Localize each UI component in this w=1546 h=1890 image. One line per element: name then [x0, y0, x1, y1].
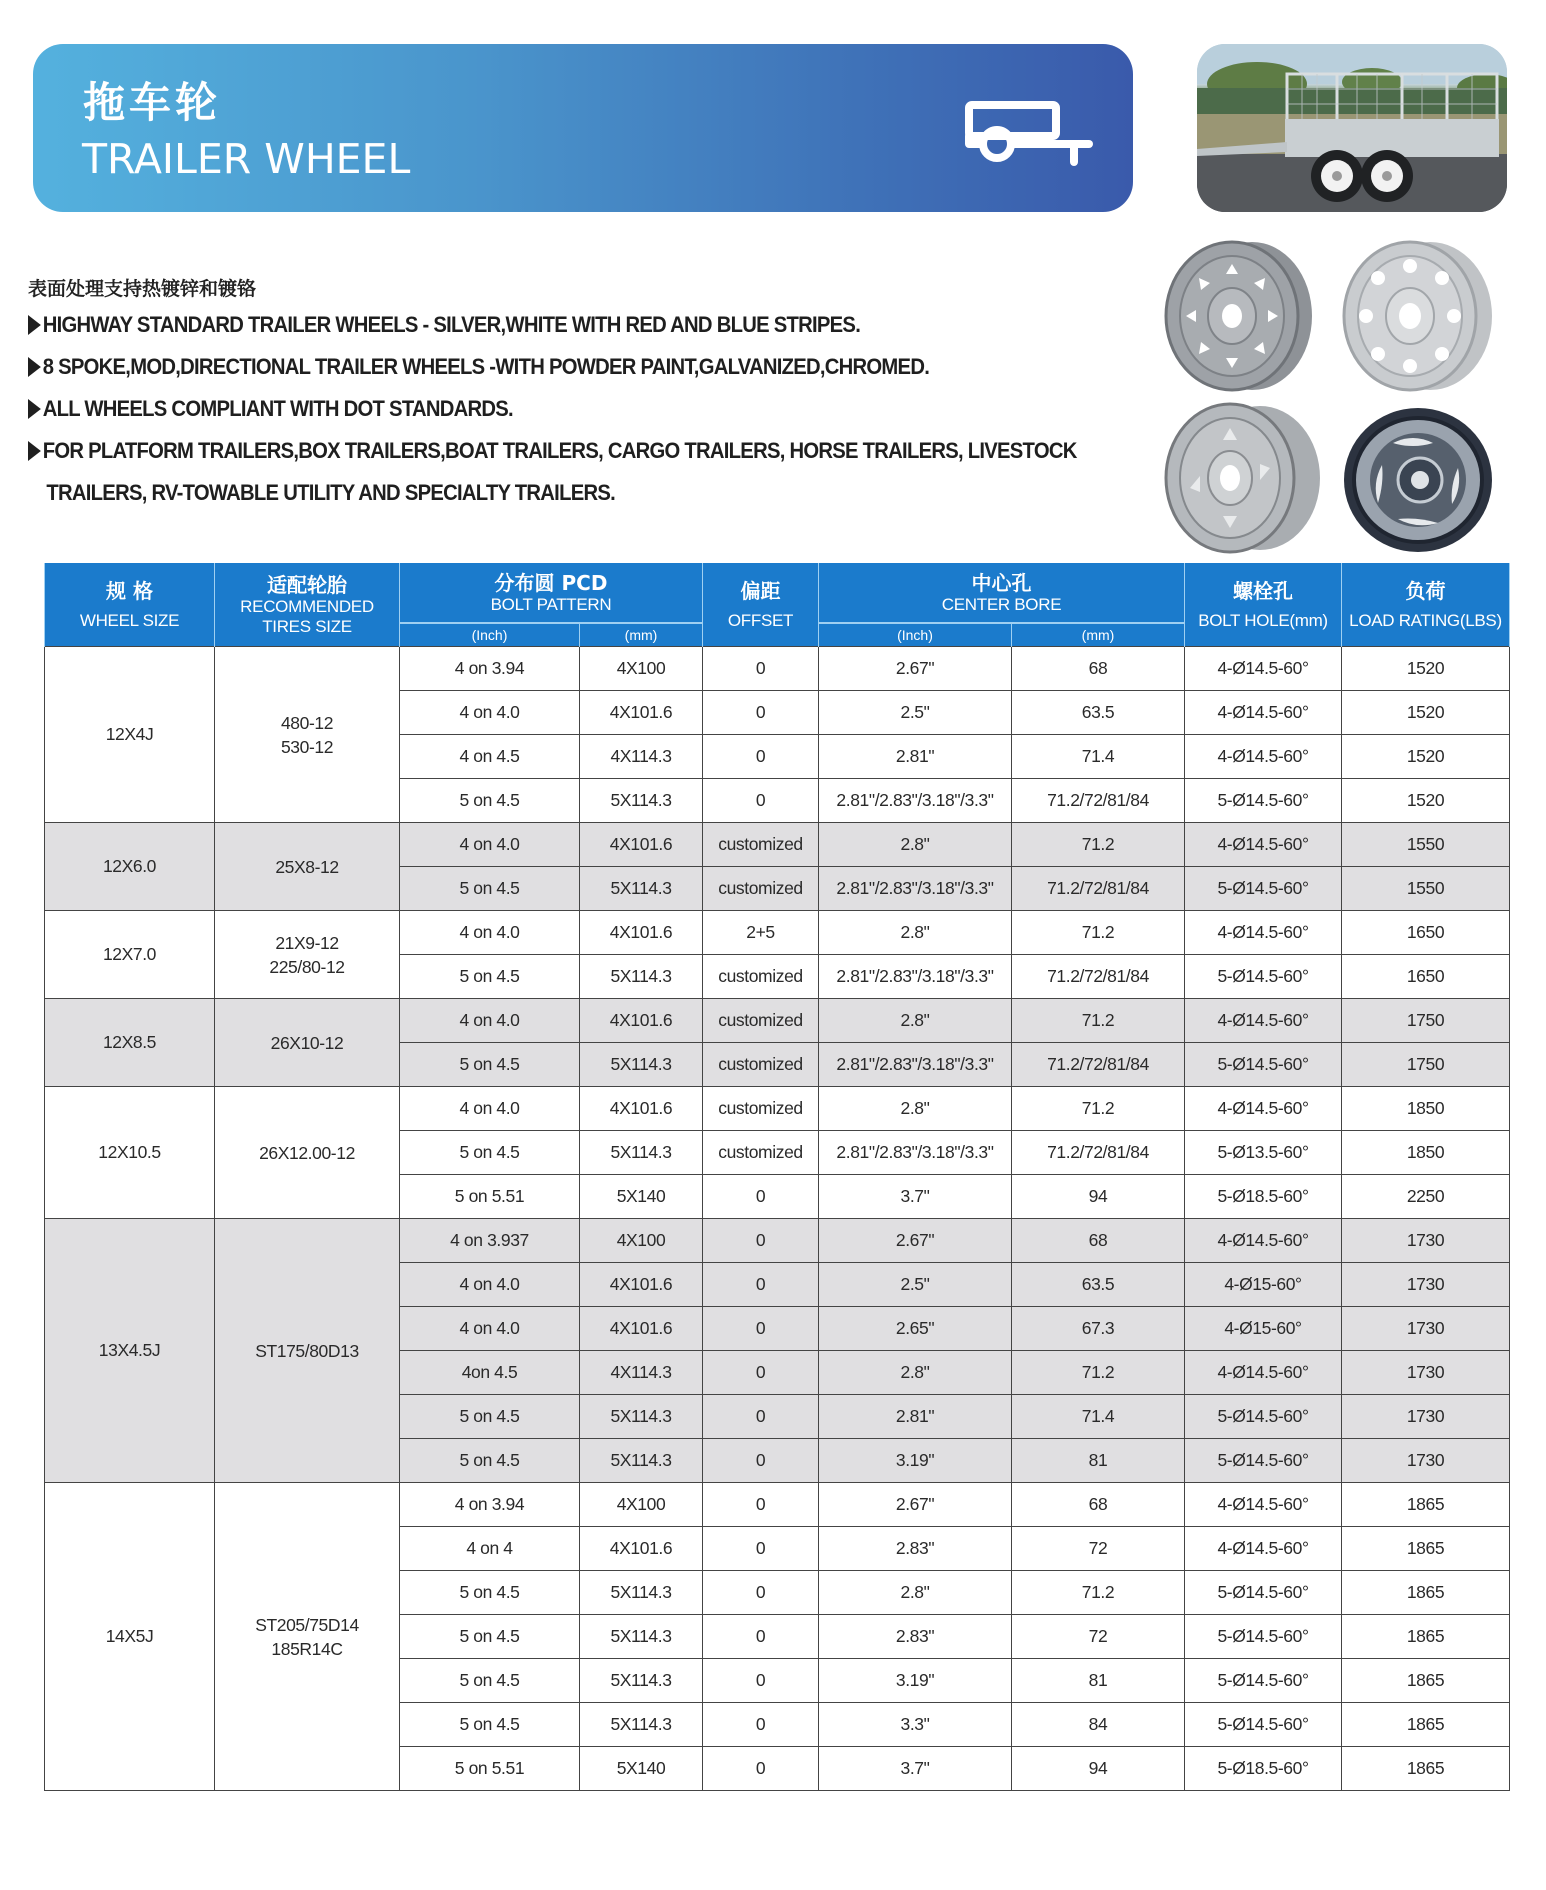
center-bore-inch-cell: 3.3" — [819, 1703, 1012, 1747]
center-bore-inch-cell: 2.8" — [819, 1351, 1012, 1395]
header-cn: 螺栓孔 — [1233, 578, 1293, 603]
bolt-hole-cell: 4-Ø14.5-60° — [1185, 1351, 1342, 1395]
load-rating-cell: 1520 — [1342, 735, 1510, 779]
header-pcd-mm: (mm) — [580, 623, 703, 647]
offset-cell: 0 — [703, 1263, 819, 1307]
header-recommended-tires — [215, 563, 400, 647]
offset-cell: 0 — [703, 1747, 819, 1791]
center-bore-inch-cell: 2.83" — [819, 1615, 1012, 1659]
tire-size: ST205/75D14 — [255, 1614, 359, 1635]
offset-cell: customized — [703, 1087, 819, 1131]
load-rating-cell: 1850 — [1342, 1087, 1510, 1131]
pcd-inch-cell: 5 on 5.51 — [400, 1747, 580, 1791]
center-bore-inch-cell: 2.81"/2.83"/3.18"/3.3" — [819, 779, 1012, 823]
header-cb-mm: (mm) — [1012, 623, 1185, 647]
center-bore-inch-cell: 2.81"/2.83"/3.18"/3.3" — [819, 1043, 1012, 1087]
header-cn: 规 格 — [106, 578, 153, 603]
offset-cell: customized — [703, 1131, 819, 1175]
title-banner — [33, 44, 1133, 212]
load-rating-cell: 1730 — [1342, 1219, 1510, 1263]
pcd-inch-cell: 4on 4.5 — [400, 1351, 580, 1395]
bolt-hole-cell: 5-Ø14.5-60° — [1185, 1571, 1342, 1615]
bullet-triangle-icon — [28, 315, 41, 335]
center-bore-mm-cell: 71.4 — [1012, 1395, 1185, 1439]
offset-cell: 0 — [703, 1395, 819, 1439]
center-bore-mm-cell: 71.2 — [1012, 1087, 1185, 1131]
load-rating-cell: 1650 — [1342, 955, 1510, 999]
tire-size: 480-12 — [280, 712, 334, 733]
center-bore-mm-cell: 71.2/72/81/84 — [1012, 955, 1185, 999]
center-bore-inch-cell: 2.81"/2.83"/3.18"/3.3" — [819, 955, 1012, 999]
bolt-hole-cell: 5-Ø14.5-60° — [1185, 955, 1342, 999]
feature-item — [28, 346, 1058, 388]
tire-size: 530-12 — [280, 736, 334, 757]
center-bore-inch-cell: 2.65" — [819, 1307, 1012, 1351]
pcd-mm-cell: 5X114.3 — [580, 1439, 703, 1483]
center-bore-mm-cell: 71.4 — [1012, 735, 1185, 779]
header-cn: 中心孔 — [971, 570, 1032, 595]
load-rating-cell: 1730 — [1342, 1263, 1510, 1307]
load-rating-cell: 1730 — [1342, 1307, 1510, 1351]
silver-mod-wheel-image — [1338, 236, 1498, 396]
bolt-hole-cell: 5-Ø14.5-60° — [1185, 1439, 1342, 1483]
load-rating-cell: 1750 — [1342, 999, 1510, 1043]
load-rating-cell: 2250 — [1342, 1175, 1510, 1219]
table-row — [45, 1087, 1510, 1131]
recommended-tires-cell — [215, 823, 400, 911]
load-rating-cell: 1520 — [1342, 779, 1510, 823]
center-bore-inch-cell: 3.7" — [819, 1747, 1012, 1791]
banner-title-en: TRAILER WHEEL — [82, 135, 411, 183]
table-row — [45, 1219, 1510, 1263]
bolt-hole-cell: 4-Ø14.5-60° — [1185, 823, 1342, 867]
center-bore-inch-cell: 2.8" — [819, 999, 1012, 1043]
recommended-tires-cell — [215, 911, 400, 999]
banner-title-cn: 拖车轮 — [83, 78, 222, 127]
pcd-mm-cell: 5X114.3 — [580, 779, 703, 823]
recommended-tires-cell — [215, 999, 400, 1087]
bolt-hole-cell: 4-Ø14.5-60° — [1185, 911, 1342, 955]
header-cn: 偏距 — [740, 578, 781, 603]
pcd-inch-cell: 5 on 4.5 — [400, 1703, 580, 1747]
load-rating-cell: 1865 — [1342, 1659, 1510, 1703]
bolt-hole-cell: 4-Ø14.5-60° — [1185, 691, 1342, 735]
header-cb-inch: (Inch) — [819, 623, 1012, 647]
load-rating-cell: 1730 — [1342, 1439, 1510, 1483]
tire-size: 21X9-12 — [275, 932, 339, 953]
load-rating-cell: 1865 — [1342, 1615, 1510, 1659]
trailer-photo-illustration — [1197, 44, 1507, 212]
pcd-mm-cell: 5X114.3 — [580, 955, 703, 999]
wheel-icon — [1160, 236, 1320, 396]
pcd-inch-cell: 5 on 4.5 — [400, 1131, 580, 1175]
tire-size: 25X8-12 — [275, 856, 339, 877]
pcd-inch-cell: 4 on 3.94 — [400, 1483, 580, 1527]
center-bore-inch-cell: 3.7" — [819, 1175, 1012, 1219]
galvanized-spoke-wheel-image — [1160, 398, 1320, 558]
tire-size: 185R14C — [271, 1638, 343, 1659]
bullet-triangle-icon — [28, 399, 41, 419]
pcd-mm-cell: 5X140 — [580, 1175, 703, 1219]
offset-cell: customized — [703, 823, 819, 867]
center-bore-mm-cell: 71.2 — [1012, 1351, 1185, 1395]
offset-cell: 0 — [703, 647, 819, 691]
table-row — [45, 911, 1510, 955]
pcd-inch-cell: 4 on 4.0 — [400, 823, 580, 867]
pcd-mm-cell: 4X101.6 — [580, 911, 703, 955]
wheel-icon — [1160, 398, 1320, 558]
pcd-mm-cell: 5X114.3 — [580, 1395, 703, 1439]
header-en: WHEEL SIZE — [79, 610, 180, 630]
pcd-mm-cell: 4X101.6 — [580, 691, 703, 735]
pcd-mm-cell: 4X101.6 — [580, 1527, 703, 1571]
pcd-inch-cell: 5 on 4.5 — [400, 867, 580, 911]
surface-treatment-note: 表面处理支持热镀锌和镀铬 — [28, 278, 257, 300]
pcd-inch-cell: 4 on 4.0 — [400, 1307, 580, 1351]
center-bore-inch-cell: 2.8" — [819, 1571, 1012, 1615]
pcd-inch-cell: 5 on 4.5 — [400, 1043, 580, 1087]
header-load-rating — [1342, 563, 1510, 647]
center-bore-mm-cell: 68 — [1012, 647, 1185, 691]
center-bore-inch-cell: 2.67" — [819, 1483, 1012, 1527]
offset-cell: 0 — [703, 1439, 819, 1483]
offset-cell: 0 — [703, 735, 819, 779]
bolt-hole-cell: 5-Ø18.5-60° — [1185, 1747, 1342, 1791]
bolt-hole-cell: 5-Ø14.5-60° — [1185, 1043, 1342, 1087]
center-bore-mm-cell: 71.2 — [1012, 911, 1185, 955]
center-bore-mm-cell: 68 — [1012, 1483, 1185, 1527]
pcd-mm-cell: 4X100 — [580, 1483, 703, 1527]
pcd-mm-cell: 4X101.6 — [580, 999, 703, 1043]
pcd-inch-cell: 4 on 4.5 — [400, 735, 580, 779]
pcd-mm-cell: 5X140 — [580, 1747, 703, 1791]
pcd-inch-cell: 4 on 4.0 — [400, 1087, 580, 1131]
header-en: RECOMMENDED — [240, 596, 374, 616]
center-bore-mm-cell: 63.5 — [1012, 691, 1185, 735]
table-row — [45, 999, 1510, 1043]
offset-cell: 0 — [703, 1615, 819, 1659]
header-en: BOLT HOLE(mm) — [1198, 610, 1328, 630]
center-bore-mm-cell: 71.2/72/81/84 — [1012, 779, 1185, 823]
bolt-hole-cell: 5-Ø14.5-60° — [1185, 1395, 1342, 1439]
offset-cell: 0 — [703, 1483, 819, 1527]
header-cn: 适配轮胎 — [267, 572, 347, 597]
pcd-inch-cell: 4 on 4.0 — [400, 911, 580, 955]
load-rating-cell: 1865 — [1342, 1747, 1510, 1791]
feature-item — [28, 388, 1058, 430]
wheel-size-cell: 12X6.0 — [45, 823, 215, 911]
center-bore-inch-cell: 3.19" — [819, 1659, 1012, 1703]
bolt-hole-cell: 5-Ø14.5-60° — [1185, 1703, 1342, 1747]
bolt-hole-cell: 4-Ø14.5-60° — [1185, 647, 1342, 691]
feature-text: FOR PLATFORM TRAILERS,BOX TRAILERS,BOAT TRAILERS, CARGO TRAILERS, HORSE TRAILERS, LIVESTOCK — [42, 438, 1077, 463]
feature-item — [28, 304, 1058, 346]
load-rating-cell: 1730 — [1342, 1395, 1510, 1439]
center-bore-mm-cell: 81 — [1012, 1439, 1185, 1483]
bolt-hole-cell: 5-Ø14.5-60° — [1185, 867, 1342, 911]
chromed-directional-wheel-image — [1338, 398, 1498, 558]
header-bolt-hole — [1185, 563, 1342, 647]
bolt-hole-cell: 4-Ø14.5-60° — [1185, 999, 1342, 1043]
tire-size: 26X12.00-12 — [259, 1142, 355, 1163]
bolt-hole-cell: 5-Ø14.5-60° — [1185, 779, 1342, 823]
recommended-tires-cell — [215, 647, 400, 823]
pcd-mm-cell: 5X114.3 — [580, 1615, 703, 1659]
pcd-inch-cell: 5 on 4.5 — [400, 1439, 580, 1483]
header-en: OFFSET — [727, 610, 794, 630]
pcd-inch-cell: 4 on 4.0 — [400, 691, 580, 735]
offset-cell: 0 — [703, 1219, 819, 1263]
bolt-hole-cell: 4-Ø15-60° — [1185, 1263, 1342, 1307]
feature-text: ALL WHEELS COMPLIANT WITH DOT STANDARDS. — [42, 396, 513, 421]
pcd-inch-cell: 5 on 4.5 — [400, 1395, 580, 1439]
center-bore-inch-cell: 2.83" — [819, 1527, 1012, 1571]
wheel-size-cell: 14X5J — [45, 1483, 215, 1791]
pcd-mm-cell: 4X100 — [580, 647, 703, 691]
silver-8-spoke-wheel-image — [1160, 236, 1320, 396]
center-bore-mm-cell: 94 — [1012, 1175, 1185, 1219]
header-en: BOLT PATTERN — [490, 594, 612, 614]
tire-size: 26X10-12 — [270, 1032, 344, 1053]
bullet-triangle-icon — [28, 441, 41, 461]
pcd-inch-cell: 5 on 4.5 — [400, 1571, 580, 1615]
pcd-inch-cell: 4 on 3.94 — [400, 647, 580, 691]
feature-item-continuation: TRAILERS, RV-TOWABLE UTILITY AND SPECIALTY TRAILERS. — [46, 480, 616, 505]
bolt-hole-cell: 4-Ø14.5-60° — [1185, 1219, 1342, 1263]
pcd-inch-cell: 4 on 4 — [400, 1527, 580, 1571]
header-bolt-pattern — [400, 563, 703, 623]
wheel-icon — [1338, 398, 1498, 558]
header-center-bore — [819, 563, 1185, 623]
center-bore-mm-cell: 72 — [1012, 1527, 1185, 1571]
pcd-inch-cell: 5 on 4.5 — [400, 955, 580, 999]
header-pcd-inch: (Inch) — [400, 623, 580, 647]
bolt-hole-cell: 5-Ø14.5-60° — [1185, 1659, 1342, 1703]
offset-cell: 0 — [703, 1175, 819, 1219]
center-bore-inch-cell: 2.81"/2.83"/3.18"/3.3" — [819, 867, 1012, 911]
feature-item — [28, 430, 1077, 472]
pcd-mm-cell: 4X101.6 — [580, 823, 703, 867]
load-rating-cell: 1865 — [1342, 1571, 1510, 1615]
pcd-inch-cell: 5 on 4.5 — [400, 779, 580, 823]
center-bore-mm-cell: 81 — [1012, 1659, 1185, 1703]
pcd-mm-cell: 4X101.6 — [580, 1087, 703, 1131]
center-bore-mm-cell: 94 — [1012, 1747, 1185, 1791]
wheel-size-cell: 12X7.0 — [45, 911, 215, 999]
header-en: TIRES SIZE — [262, 616, 352, 636]
center-bore-inch-cell: 2.5" — [819, 1263, 1012, 1307]
pcd-mm-cell: 5X114.3 — [580, 1043, 703, 1087]
bullet-triangle-icon — [28, 357, 41, 377]
pcd-mm-cell: 4X114.3 — [580, 735, 703, 779]
pcd-inch-cell: 4 on 4.0 — [400, 1263, 580, 1307]
offset-cell: 0 — [703, 1527, 819, 1571]
offset-cell: customized — [703, 955, 819, 999]
offset-cell: 0 — [703, 779, 819, 823]
wheel-size-cell: 12X4J — [45, 647, 215, 823]
center-bore-mm-cell: 71.2 — [1012, 823, 1185, 867]
load-rating-cell: 1520 — [1342, 691, 1510, 735]
header-wheel-size — [45, 563, 215, 647]
center-bore-inch-cell: 2.81" — [819, 1395, 1012, 1439]
wheel-size-cell: 12X10.5 — [45, 1087, 215, 1219]
offset-cell: 0 — [703, 691, 819, 735]
bolt-hole-cell: 4-Ø14.5-60° — [1185, 1527, 1342, 1571]
tire-size: 225/80-12 — [269, 956, 345, 977]
load-rating-cell: 1865 — [1342, 1703, 1510, 1747]
center-bore-mm-cell: 84 — [1012, 1703, 1185, 1747]
load-rating-cell: 1865 — [1342, 1527, 1510, 1571]
center-bore-inch-cell: 2.8" — [819, 911, 1012, 955]
header-cn: 分布圆 PCD — [494, 570, 608, 595]
header-cn: 负荷 — [1405, 578, 1446, 603]
wheel-size-cell: 12X8.5 — [45, 999, 215, 1087]
pcd-mm-cell: 5X114.3 — [580, 1659, 703, 1703]
pcd-inch-cell: 5 on 4.5 — [400, 1659, 580, 1703]
center-bore-mm-cell: 67.3 — [1012, 1307, 1185, 1351]
table-row — [45, 647, 1510, 691]
pcd-mm-cell: 4X100 — [580, 1219, 703, 1263]
center-bore-inch-cell: 2.67" — [819, 1219, 1012, 1263]
load-rating-cell: 1850 — [1342, 1131, 1510, 1175]
spec-table-body — [45, 647, 1510, 1791]
wheel-spec-table — [44, 563, 1510, 1791]
offset-cell: 2+5 — [703, 911, 819, 955]
header-en: CENTER BORE — [941, 594, 1062, 614]
offset-cell: customized — [703, 867, 819, 911]
trailer-photo — [1197, 44, 1507, 212]
center-bore-mm-cell: 71.2/72/81/84 — [1012, 1043, 1185, 1087]
offset-cell: 0 — [703, 1703, 819, 1747]
offset-cell: 0 — [703, 1307, 819, 1351]
center-bore-inch-cell: 3.19" — [819, 1439, 1012, 1483]
pcd-inch-cell: 5 on 4.5 — [400, 1615, 580, 1659]
recommended-tires-cell — [215, 1483, 400, 1791]
pcd-mm-cell: 5X114.3 — [580, 1131, 703, 1175]
center-bore-mm-cell: 71.2 — [1012, 999, 1185, 1043]
load-rating-cell: 1550 — [1342, 823, 1510, 867]
pcd-mm-cell: 5X114.3 — [580, 867, 703, 911]
bolt-hole-cell: 4-Ø14.5-60° — [1185, 735, 1342, 779]
load-rating-cell: 1650 — [1342, 911, 1510, 955]
pcd-mm-cell: 4X101.6 — [580, 1307, 703, 1351]
feature-text: HIGHWAY STANDARD TRAILER WHEELS - SILVER,WHITE WITH RED AND BLUE STRIPES. — [42, 312, 861, 337]
load-rating-cell: 1730 — [1342, 1351, 1510, 1395]
offset-cell: 0 — [703, 1351, 819, 1395]
center-bore-mm-cell: 71.2/72/81/84 — [1012, 1131, 1185, 1175]
pcd-inch-cell: 4 on 4.0 — [400, 999, 580, 1043]
bolt-hole-cell: 4-Ø14.5-60° — [1185, 1483, 1342, 1527]
feature-text: 8 SPOKE,MOD,DIRECTIONAL TRAILER WHEELS -WITH POWDER PAINT,GALVANIZED,CHROMED. — [42, 354, 930, 379]
center-bore-mm-cell: 71.2/72/81/84 — [1012, 867, 1185, 911]
header-offset — [703, 563, 819, 647]
load-rating-cell: 1550 — [1342, 867, 1510, 911]
bolt-hole-cell: 5-Ø14.5-60° — [1185, 1615, 1342, 1659]
bolt-hole-cell: 4-Ø15-60° — [1185, 1307, 1342, 1351]
bolt-hole-cell: 5-Ø13.5-60° — [1185, 1131, 1342, 1175]
center-bore-mm-cell: 68 — [1012, 1219, 1185, 1263]
center-bore-inch-cell: 2.8" — [819, 1087, 1012, 1131]
recommended-tires-cell — [215, 1219, 400, 1483]
recommended-tires-cell — [215, 1087, 400, 1219]
offset-cell: customized — [703, 999, 819, 1043]
pcd-mm-cell: 4X114.3 — [580, 1351, 703, 1395]
table-row — [45, 823, 1510, 867]
pcd-inch-cell: 4 on 3.937 — [400, 1219, 580, 1263]
tire-size: ST175/80D13 — [255, 1340, 359, 1361]
center-bore-mm-cell: 71.2 — [1012, 1571, 1185, 1615]
offset-cell: customized — [703, 1043, 819, 1087]
bolt-hole-cell: 5-Ø18.5-60° — [1185, 1175, 1342, 1219]
center-bore-inch-cell: 2.8" — [819, 823, 1012, 867]
offset-cell: 0 — [703, 1659, 819, 1703]
center-bore-inch-cell: 2.67" — [819, 647, 1012, 691]
trailer-icon — [964, 100, 1096, 166]
pcd-inch-cell: 5 on 5.51 — [400, 1175, 580, 1219]
header-en: LOAD RATING(LBS) — [1349, 610, 1502, 630]
pcd-mm-cell: 5X114.3 — [580, 1703, 703, 1747]
table-row — [45, 1483, 1510, 1527]
center-bore-mm-cell: 72 — [1012, 1615, 1185, 1659]
load-rating-cell: 1865 — [1342, 1483, 1510, 1527]
pcd-mm-cell: 4X101.6 — [580, 1263, 703, 1307]
wheel-size-cell: 13X4.5J — [45, 1219, 215, 1483]
offset-cell: 0 — [703, 1571, 819, 1615]
center-bore-inch-cell: 2.81"/2.83"/3.18"/3.3" — [819, 1131, 1012, 1175]
features-block — [28, 274, 1148, 514]
center-bore-inch-cell: 2.5" — [819, 691, 1012, 735]
pcd-mm-cell: 5X114.3 — [580, 1571, 703, 1615]
center-bore-mm-cell: 63.5 — [1012, 1263, 1185, 1307]
load-rating-cell: 1520 — [1342, 647, 1510, 691]
load-rating-cell: 1750 — [1342, 1043, 1510, 1087]
wheel-icon — [1338, 236, 1498, 396]
center-bore-inch-cell: 2.81" — [819, 735, 1012, 779]
bolt-hole-cell: 4-Ø14.5-60° — [1185, 1087, 1342, 1131]
